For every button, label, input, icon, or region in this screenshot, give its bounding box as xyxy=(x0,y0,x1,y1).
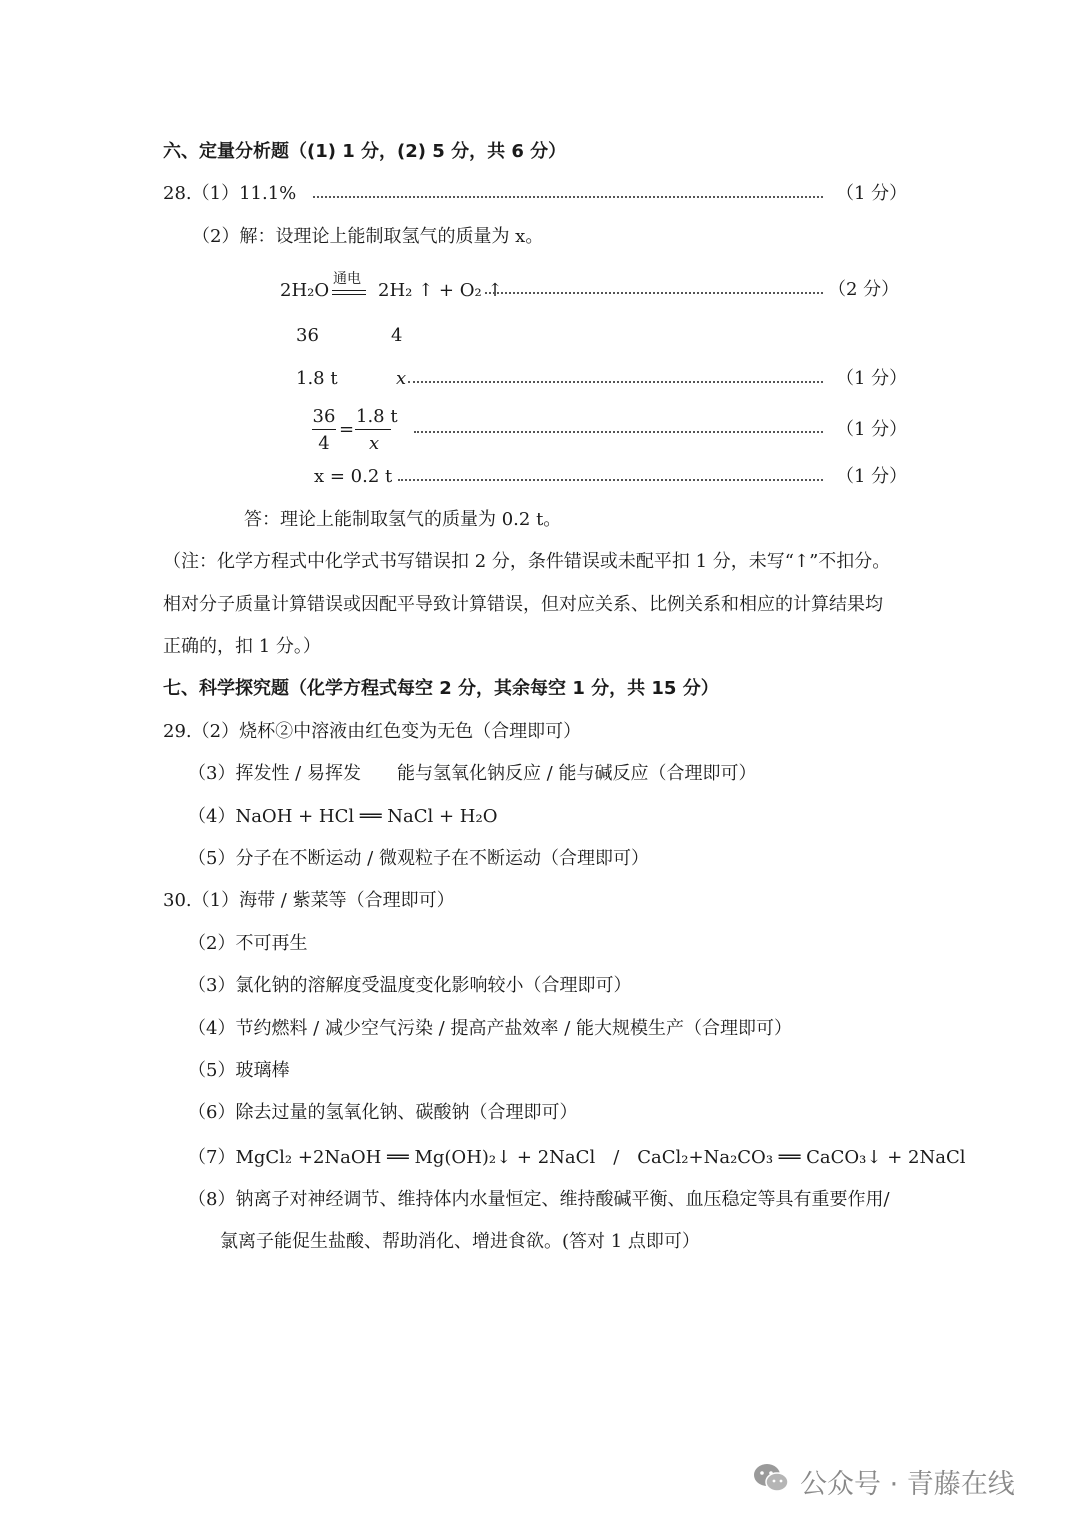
q30-answer-8-line-1: （8）钠离子对神经调节、维持体内水量恒定、维持酸碱平衡、血压稳定等具有重要作用/ xyxy=(188,1189,890,1210)
q30-answer-4: （4）节约燃料 / 减少空气污染 / 提高产盐效率 / 能大规模生产（合理即可） xyxy=(188,1018,792,1039)
q28-part1: 28.（1）11.1% xyxy=(163,183,297,204)
fraction-left-denominator: 4 xyxy=(318,433,330,454)
fraction-equals: = xyxy=(339,419,355,440)
mass-water: 1.8 t xyxy=(296,368,338,389)
q29-answer-2: 29.（2）烧杯②中溶液由红色变为无色（合理即可） xyxy=(163,721,582,742)
fraction-right-denominator: x xyxy=(369,433,380,454)
wechat-icon xyxy=(752,1462,790,1501)
masses-score: （1 分） xyxy=(836,368,908,389)
q30-answer-6: （6）除去过量的氢氧化钠、碳酸钠（合理即可） xyxy=(188,1102,578,1123)
fraction-right-bar xyxy=(355,429,391,430)
equation-reactant: 2H₂O xyxy=(280,280,330,301)
proportion-score: （1 分） xyxy=(836,419,908,440)
answer-statement: 答：理论上能制取氢气的质量为 0.2 t。 xyxy=(244,509,562,530)
note-line-1: （注：化学方程式中化学式书写错误扣 2 分，条件错误或未配平扣 1 分，未写“↑”不扣分。 xyxy=(163,551,891,572)
result-score: （1 分） xyxy=(836,466,908,487)
section-7-heading: 七、科学探究题（化学方程式每空 2 分，其余每空 1 分，共 15 分） xyxy=(163,678,719,699)
leader-dots xyxy=(398,479,823,481)
equation-double-line xyxy=(332,290,366,295)
leader-dots xyxy=(414,431,823,433)
leader-dots xyxy=(313,196,823,198)
fraction-left-bar xyxy=(312,429,336,430)
note-line-2: 相对分子质量计算错误或因配平导致计算错误，但对应关系、比例关系和相应的计算结果均 xyxy=(163,594,883,615)
section-6-heading: 六、定量分析题（(1) 1 分，(2) 5 分，共 6 分） xyxy=(163,141,567,162)
leader-dots xyxy=(485,292,823,294)
equation-score: （2 分） xyxy=(828,279,900,300)
mr-hydrogen: 4 xyxy=(391,325,403,346)
mr-water: 36 xyxy=(296,325,319,346)
q30-answer-8-line-2: 氯离子能促生盐酸、帮助消化、增进食欲。(答对 1 点即可） xyxy=(220,1231,700,1252)
note-line-3: 正确的，扣 1 分。） xyxy=(163,636,321,657)
q28-part1-score: （1 分） xyxy=(836,183,908,204)
q29-answer-5: （5）分子在不断运动 / 微观粒子在不断运动（合理即可） xyxy=(188,848,649,869)
leader-dots xyxy=(408,381,823,383)
q30-answer-5: （5）玻璃棒 xyxy=(188,1060,290,1081)
result-value: x = 0.2 t xyxy=(314,466,393,487)
watermark xyxy=(752,1462,1015,1501)
q29-answer-3: （3）挥发性 / 易挥发 能与氢氧化钠反应 / 能与碱反应（合理即可） xyxy=(188,763,757,784)
fraction-left-numerator: 36 xyxy=(312,406,336,427)
q29-answer-4: （4）NaOH + HCl ══ NaCl + H₂O xyxy=(188,806,498,827)
q30-answer-3: （3）氯化钠的溶解度受温度变化影响较小（合理即可） xyxy=(188,975,632,996)
q30-answer-7: （7）MgCl₂ +2NaOH ══ Mg(OH)₂↓ + 2NaCl / CaCl₂+Na₂CO₃ ══ CaCO₃↓ + 2NaCl xyxy=(188,1147,966,1168)
q28-part2-setup: （2）解：设理论上能制取氢气的质量为 x。 xyxy=(192,226,544,247)
q30-answer-1: 30.（1）海带 / 紫菜等（合理即可） xyxy=(163,890,455,911)
equation-condition: 通电 xyxy=(333,271,361,287)
fraction-right-numerator: 1.8 t xyxy=(356,406,398,427)
equation-products: 2H₂ ↑ + O₂ ↑ xyxy=(378,280,503,301)
mass-hydrogen: x xyxy=(396,368,407,389)
watermark-text: 公众号 · 青藤在线 xyxy=(800,1469,1015,1500)
q30-answer-2: （2）不可再生 xyxy=(188,933,308,954)
